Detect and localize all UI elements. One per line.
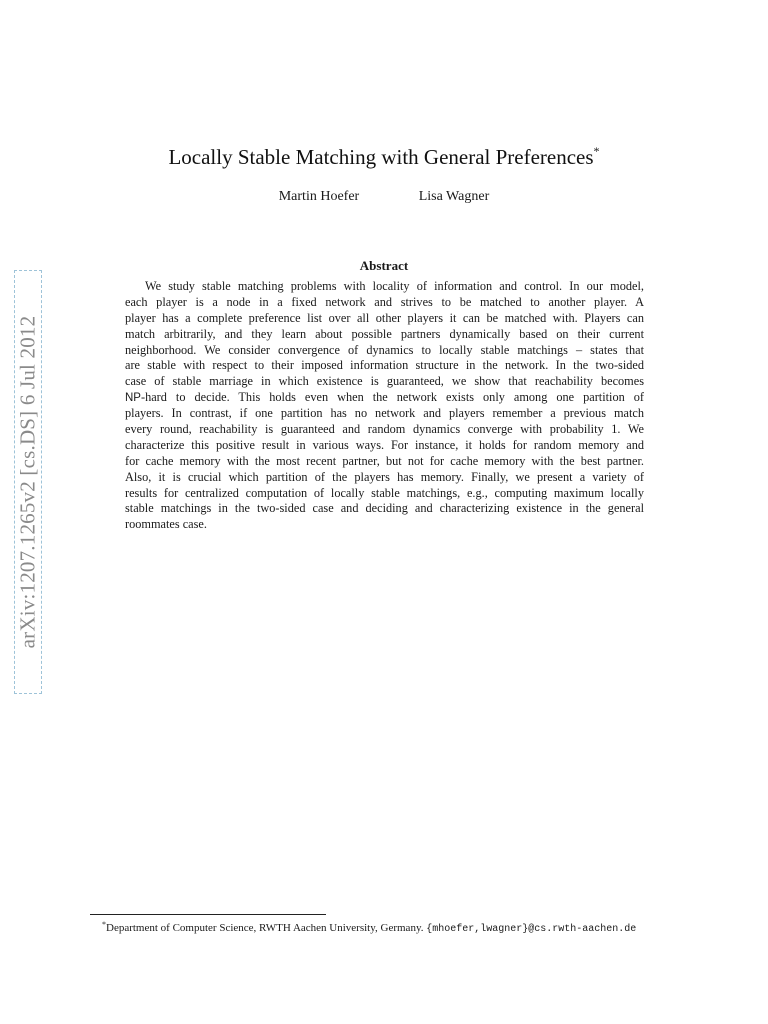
abstract-line: match arbitrarily, and they learn about possible partners dynamically based on their current (125, 326, 644, 341)
abstract-line: Also, it is crucial which partition of the players has memory. Finally, we present a variety of (125, 469, 644, 484)
abstract-line: are stable with respect to their imposed information structure in the network. In the two-sided (125, 358, 644, 373)
footnote-divider (90, 914, 326, 915)
author-list (0, 189, 768, 205)
author-name: Martin Hoefer (278, 189, 360, 204)
title-footnote-marker: * (593, 144, 600, 158)
footnote-affiliation: Department of Computer Science, RWTH Aachen University, Germany. (106, 922, 424, 934)
abstract-line: results for centralized computation of locally stable matchings, e.g., computing maximum locally (125, 485, 644, 500)
abstract-line: roommates case. (125, 517, 207, 532)
abstract-line: stable matchings in the two-sided case and deciding and characterizing existence in the general (125, 501, 644, 516)
footnote (102, 920, 636, 935)
abstract-line: every round, reachability is guaranteed and random dynamics converge with probability 1. We (125, 422, 644, 437)
author-name: Lisa Wagner (418, 189, 490, 204)
abstract-line: for cache memory with the most recent partner, but not for cache memory with the best partner. (125, 453, 644, 468)
abstract-line: each player is a node in a fixed network and strives to be matched to another player. A (125, 294, 644, 309)
np-class-label: NP (125, 392, 141, 405)
footnote-emails[interactable]: {mhoefer,lwagner}@cs.rwth-aachen.de (426, 924, 637, 935)
abstract-heading: Abstract (359, 258, 409, 273)
abstract-line: players. In contrast, if one partition has no network and players remember a previous match (125, 406, 644, 421)
arxiv-identifier-stamp[interactable] (14, 270, 42, 694)
abstract-body (125, 279, 644, 533)
abstract-line: characterize this positive result in various ways. For instance, it holds for random memory and (125, 437, 644, 452)
abstract-line: player has a complete preference list over all other players it can be matched with. Players can (125, 310, 644, 325)
abstract-line: neighborhood. We consider convergence of dynamics to locally stable matchings – states that (125, 342, 644, 357)
paper-title-text: Locally Stable Matching with General Preferences (168, 145, 594, 169)
abstract-line: NP-hard to decide. This holds even when the network exists only among one partition of (125, 390, 644, 405)
abstract-line: case of stable marriage in which existence is guaranteed, we show that reachability becomes (125, 374, 644, 389)
arxiv-identifier-text: arXiv:1207.1265v2 [cs.DS] 6 Jul 2012 (15, 315, 40, 649)
abstract-line: We study stable matching problems with locality of information and control. In our model, (145, 279, 644, 293)
paper-title (0, 144, 768, 170)
footnote-marker: * (102, 920, 106, 929)
